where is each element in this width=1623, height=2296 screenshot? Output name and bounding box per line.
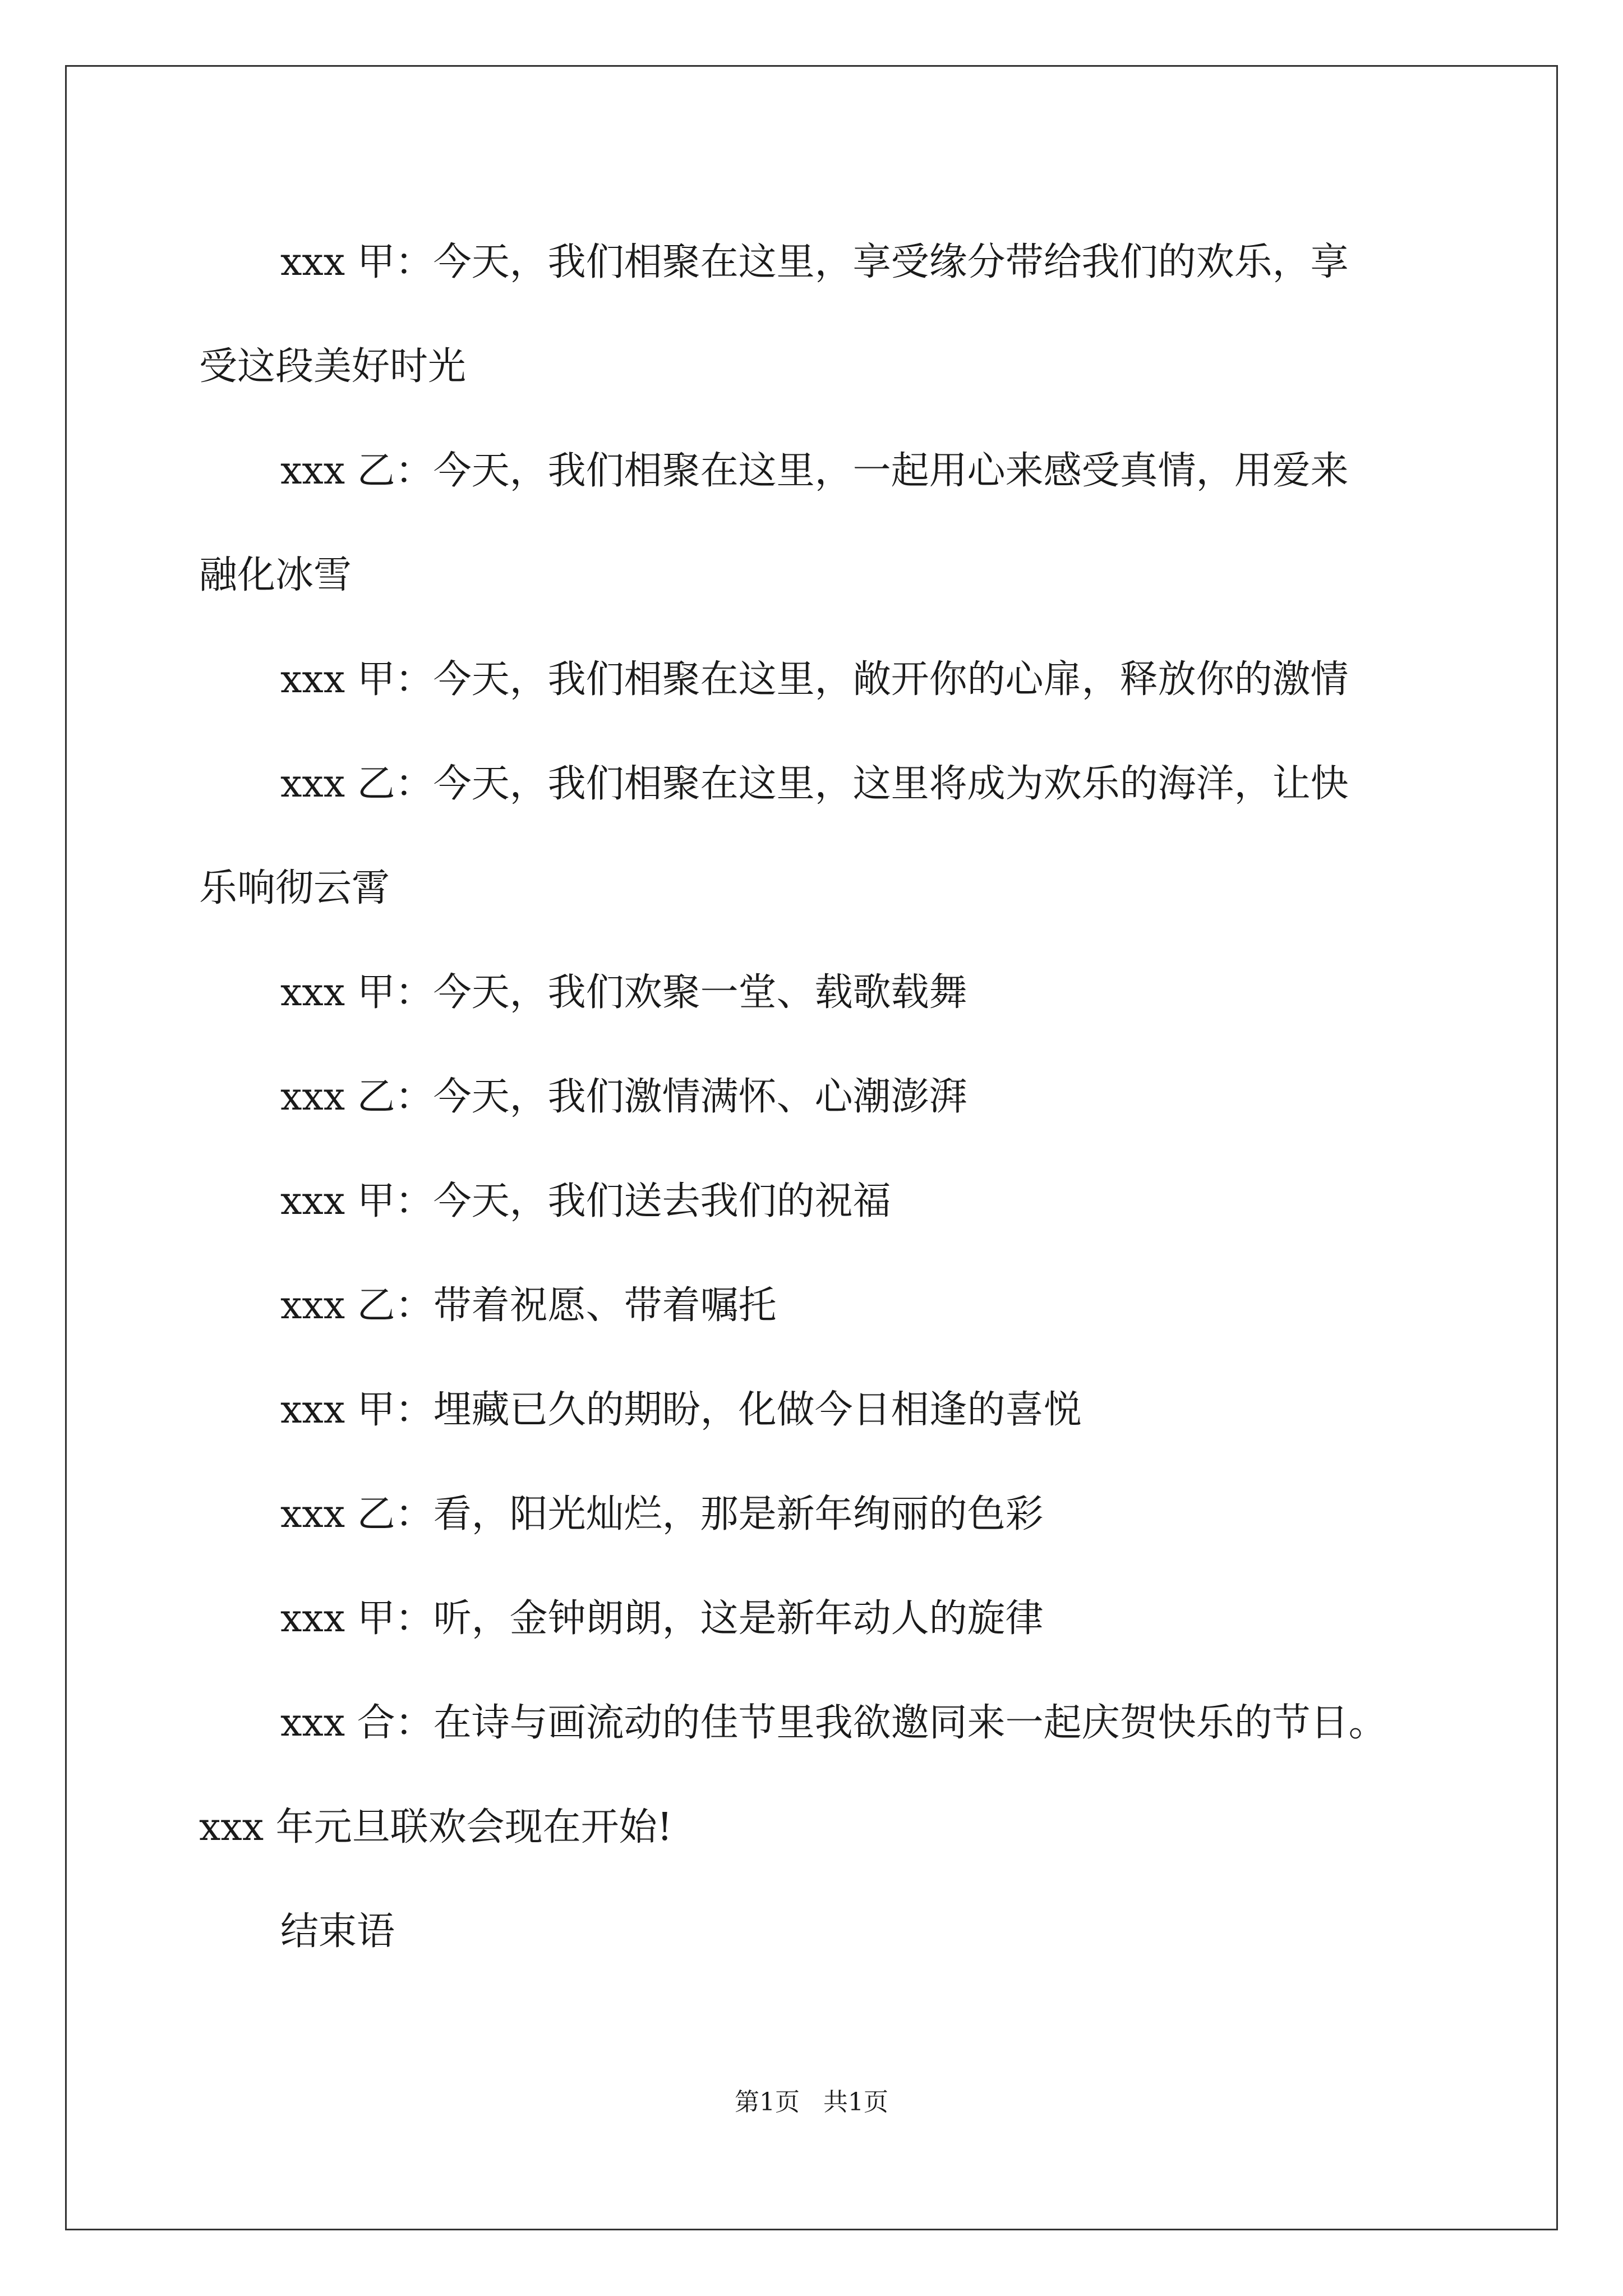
- paragraph-line: xxx 甲：听，金钟朗朗，这是新年动人的旋律: [280, 1596, 1044, 1641]
- paragraph-line: xxx 乙：今天，我们相聚在这里，一起用心来感受真情，用爱来: [280, 449, 1349, 493]
- paragraph-line: xxx 甲：埋藏已久的期盼，化做今日相逢的喜悦: [280, 1388, 1082, 1432]
- document-body: [199, 210, 1433, 1984]
- paragraph-line: 乐响彻云霄: [199, 866, 390, 910]
- paragraph-line: xxx 甲：今天，我们送去我们的祝福: [280, 1179, 891, 1223]
- section-heading: 结束语: [280, 1910, 395, 1954]
- page-number-footer: 第1页 共1页: [735, 2088, 888, 2116]
- paragraph-line: xxx 甲：今天，我们相聚在这里，享受缘分带给我们的欢乐，享: [280, 240, 1349, 284]
- paragraph-line: xxx 甲：今天，我们相聚在这里，敞开你的心扉，释放你的激情: [280, 657, 1349, 702]
- paragraph-line: xxx 合：在诗与画流动的佳节里我欲邀同来一起庆贺快乐的节日。: [280, 1701, 1387, 1745]
- paragraph-line: xxx 乙：带着祝愿、带着嘱托: [280, 1283, 777, 1328]
- paragraph-line: 融化冰雪: [199, 553, 352, 597]
- paragraph-line: 受这段美好时光: [199, 344, 467, 389]
- paragraph-line: xxx 乙：今天，我们相聚在这里，这里将成为欢乐的海洋，让快: [280, 762, 1349, 806]
- paragraph-line: xxx 乙：今天，我们激情满怀、心潮澎湃: [280, 1075, 967, 1119]
- paragraph-line: xxx 年元旦联欢会现在开始!: [199, 1805, 672, 1849]
- paragraph-line: xxx 甲：今天，我们欢聚一堂、载歌载舞: [280, 970, 967, 1015]
- paragraph-line: xxx 乙：看，阳光灿烂，那是新年绚丽的色彩: [280, 1492, 1044, 1536]
